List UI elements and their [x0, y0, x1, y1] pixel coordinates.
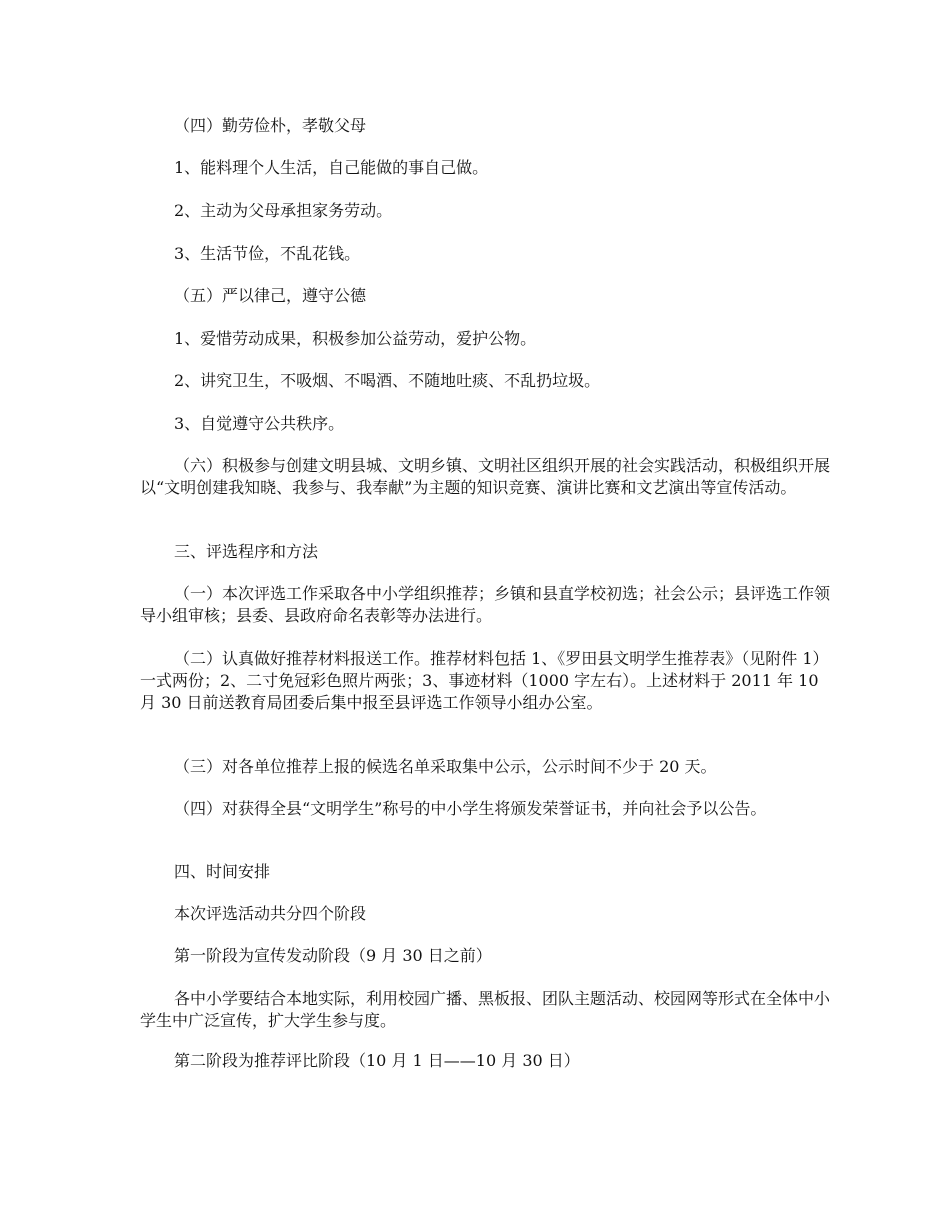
- body-paragraph: （一）本次评选工作采取各中小学组织推荐；乡镇和县直学校初选；社会公示；县评选工作领导小组审核；县委、县政府命名表彰等办法进行。: [140, 584, 831, 625]
- section-heading-5: （五）严以律己，遵守公德: [174, 286, 367, 305]
- body-paragraph: （三）对各单位推荐上报的候选名单采取集中公示，公示时间不少于 20 天。: [174, 757, 717, 776]
- list-item: 3、生活节俭，不乱花钱。: [174, 244, 361, 263]
- list-item: 3、自觉遵守公共秩序。: [174, 414, 345, 433]
- body-paragraph: （六）积极参与创建文明县城、文明乡镇、文明社区组织开展的社会实践活动，积极组织开展以“文明创建我知晓、我参与、我奉献”为主题的知识竞赛、演讲比赛和文艺演出等宣传活动。: [140, 456, 831, 497]
- list-item: 1、爱惜劳动成果，积极参加公益劳动，爱护公物。: [174, 329, 537, 348]
- list-item: 1、能料理个人生活，自己能做的事自己做。: [174, 158, 489, 177]
- stage-heading: 第二阶段为推荐评比阶段（10 月 1 日——10 月 30 日）: [174, 1051, 580, 1070]
- list-item: 2、主动为父母承担家务劳动。: [174, 201, 393, 220]
- section-heading-three: 三、评选程序和方法: [174, 542, 319, 561]
- list-item: 2、讲究卫生，不吸烟、不喝酒、不随地吐痰、不乱扔垃圾。: [174, 371, 601, 390]
- body-paragraph: （四）对获得全县“文明学生”称号的中小学生将颁发荣誉证书，并向社会予以公告。: [174, 799, 767, 818]
- section-heading-four: 四、时间安排: [174, 862, 271, 881]
- stage-heading: 第一阶段为宣传发动阶段（9 月 30 日之前）: [174, 946, 492, 965]
- body-paragraph: 本次评选活动共分四个阶段: [174, 904, 367, 923]
- body-paragraph: （二）认真做好推荐材料报送工作。推荐材料包括 1、《罗田县文明学生推荐表》（见附件 1）一式两份；2、二寸免冠彩色照片两张；3、事迹材料（1000 字左右）。上述材料于 2011 年 10 月 30 日前送教育局团委后集中报至县评选工作领导小组办公室。: [140, 649, 829, 712]
- body-paragraph: 各中小学要结合本地实际，利用校园广播、黑板报、团队主题活动、校园网等形式在全体中小学生中广泛宣传，扩大学生参与度。: [140, 989, 831, 1030]
- section-heading-4: （四）勤劳俭朴，孝敬父母: [174, 116, 367, 135]
